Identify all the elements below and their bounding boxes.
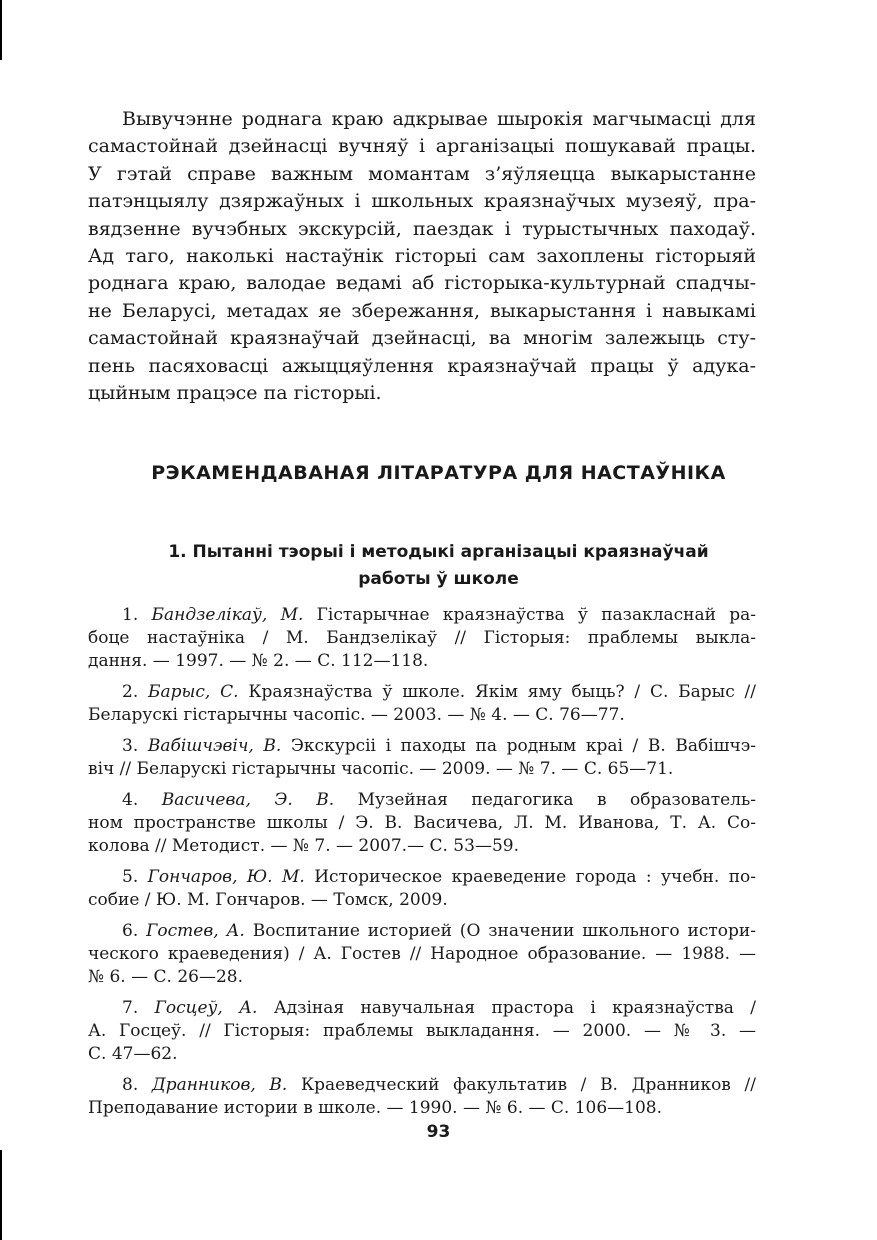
reference-number: 4. [122, 790, 139, 810]
subsection-title-line: работы ў школе [358, 569, 519, 589]
reference-number: 8. [122, 1075, 139, 1095]
reference-item [88, 997, 756, 1066]
reference-author: Барыс, С. [148, 682, 239, 702]
reference-item [88, 681, 756, 727]
reference-line: віч // Беларускі гістарычны часопіс. — 2009. — № 7. — С. 65—71. [88, 759, 674, 779]
intro-line: вядзенне вучэбных экскурсій, паездак і турыстычных паходаў. [88, 217, 756, 240]
reference-line [88, 681, 756, 704]
reference-author: Гончаров, Ю. М. [147, 867, 305, 887]
reference-line: Преподавание истории в школе. — 1990. — № 6. — С. 106—108. [88, 1098, 663, 1118]
reference-text: Воспитание историей (О значении школьного истори- [252, 921, 756, 941]
reference-number: 1. [122, 605, 139, 625]
reference-text: Музейная педагогика в образователь- [357, 790, 756, 810]
reference-item [88, 866, 756, 912]
intro-line: цыйным працэсе па гісторыі. [88, 382, 382, 405]
reference-line: дання. — 1997. — № 2. — С. 112—118. [88, 651, 429, 671]
reference-number: 2. [122, 682, 139, 702]
intro-line: пень пасяховасці ажыццяўлення краязнаўчай працы ў адука- [88, 354, 756, 377]
page-number: 93 [426, 1122, 451, 1142]
reference-text: Краеведческий факультатив / В. Дранников // [300, 1075, 756, 1095]
intro-line: роднага краю, валодае ведамі аб гісторыка-культурнай спадчы- [88, 272, 756, 295]
crop-mark-bottom [0, 1150, 2, 1240]
reference-text: Экскурсіі і паходы па родным краі / В. Вабішчэ- [290, 736, 756, 756]
reference-text: Историческое краеведение города : учебн. по- [314, 867, 757, 887]
reference-author: Гостев, А. [146, 921, 245, 941]
intro-line: Вывучэнне роднага краю адкрывае шырокія магчымасці для [122, 108, 756, 130]
crop-mark-top [0, 0, 2, 60]
reference-number: 5. [122, 867, 139, 887]
reference-number: 7. [122, 998, 139, 1018]
reference-author: Бандзелікаў, М. [151, 605, 304, 625]
reference-item [88, 1074, 756, 1120]
reference-line [88, 735, 756, 758]
reference-list [88, 604, 756, 1128]
reference-line: С. 47—62. [88, 1044, 178, 1064]
reference-line: № 6. — С. 26—28. [88, 967, 244, 987]
intro-line: самастойнай дзейнасці вучняў і арганізацыі пошукавай працы. [88, 135, 756, 158]
intro-line: патэнцыялу дзяржаўных і школьных краязнаўчых музеяў, пра- [88, 190, 756, 213]
reference-line [88, 789, 756, 812]
subsection-title-line: 1. Пытанні тэорыі і методыкі арганізацыі краязнаўчай [168, 542, 709, 562]
reference-line: ческого краеведения) / А. Гостев // Народное образование. — 1988. — [88, 944, 756, 964]
reference-line: колова // Методист. — № 7. — 2007.— С. 53—59. [88, 836, 519, 856]
reference-item [88, 735, 756, 781]
reference-line [88, 1074, 756, 1097]
reference-line: боце настаўніка / М. Бандзелікаў // Гісторыя: праблемы выкла- [88, 628, 756, 648]
reference-author: Дранников, В. [151, 1075, 288, 1095]
reference-item [88, 789, 756, 858]
intro-line: не Беларусі, метадах яе збережання, выкарыстання і навыкамі [88, 299, 756, 322]
reference-text: Адзіная навучальная прастора і краязнаўства / [273, 998, 757, 1018]
reference-line [88, 604, 756, 627]
reference-line [88, 866, 756, 889]
intro-line: Ад таго, наколькі настаўнік гісторыі сам захоплены гісторыяй [88, 245, 756, 268]
reference-item [88, 920, 756, 989]
section-title: РЭКАМЕНДАВАНАЯ ЛІТАРАТУРА ДЛЯ НАСТАЎНІКА [151, 462, 726, 484]
reference-number: 3. [122, 736, 139, 756]
intro-line: самастойнай краязнаўчай дзейнасці, ва многім залежыць сту- [88, 327, 756, 350]
reference-text: Гістарычнае краязнаўства ў пазакласнай ра- [316, 605, 756, 625]
reference-line: А. Госцеў. // Гісторыя: праблемы выкладання. — 2000. — № 3. — [88, 1021, 756, 1041]
reference-line: собие / Ю. М. Гончаров. — Томск, 2009. [88, 890, 448, 910]
reference-author: Вабішчэвіч, В. [147, 736, 282, 756]
reference-line [88, 920, 756, 943]
reference-text: Краязнаўства ў школе. Якім яму быць? / С. Барыс // [248, 682, 756, 702]
reference-number: 6. [122, 921, 139, 941]
intro-line: У гэтай справе важным момантам з’яўляецца выкарыстанне [88, 162, 756, 185]
reference-author: Госцеў, А. [154, 998, 258, 1018]
intro-paragraph [88, 106, 756, 407]
subsection-title [120, 539, 757, 593]
reference-item [88, 604, 756, 673]
reference-line: Беларускі гістарычны часопіс. — 2003. — № 4. — С. 76—77. [88, 705, 625, 725]
reference-author: Васичева, Э. В. [161, 790, 335, 810]
reference-line [88, 997, 756, 1020]
reference-line: ном пространстве школы / Э. В. Васичева, Л. М. Иванова, Т. А. Со- [88, 813, 756, 833]
